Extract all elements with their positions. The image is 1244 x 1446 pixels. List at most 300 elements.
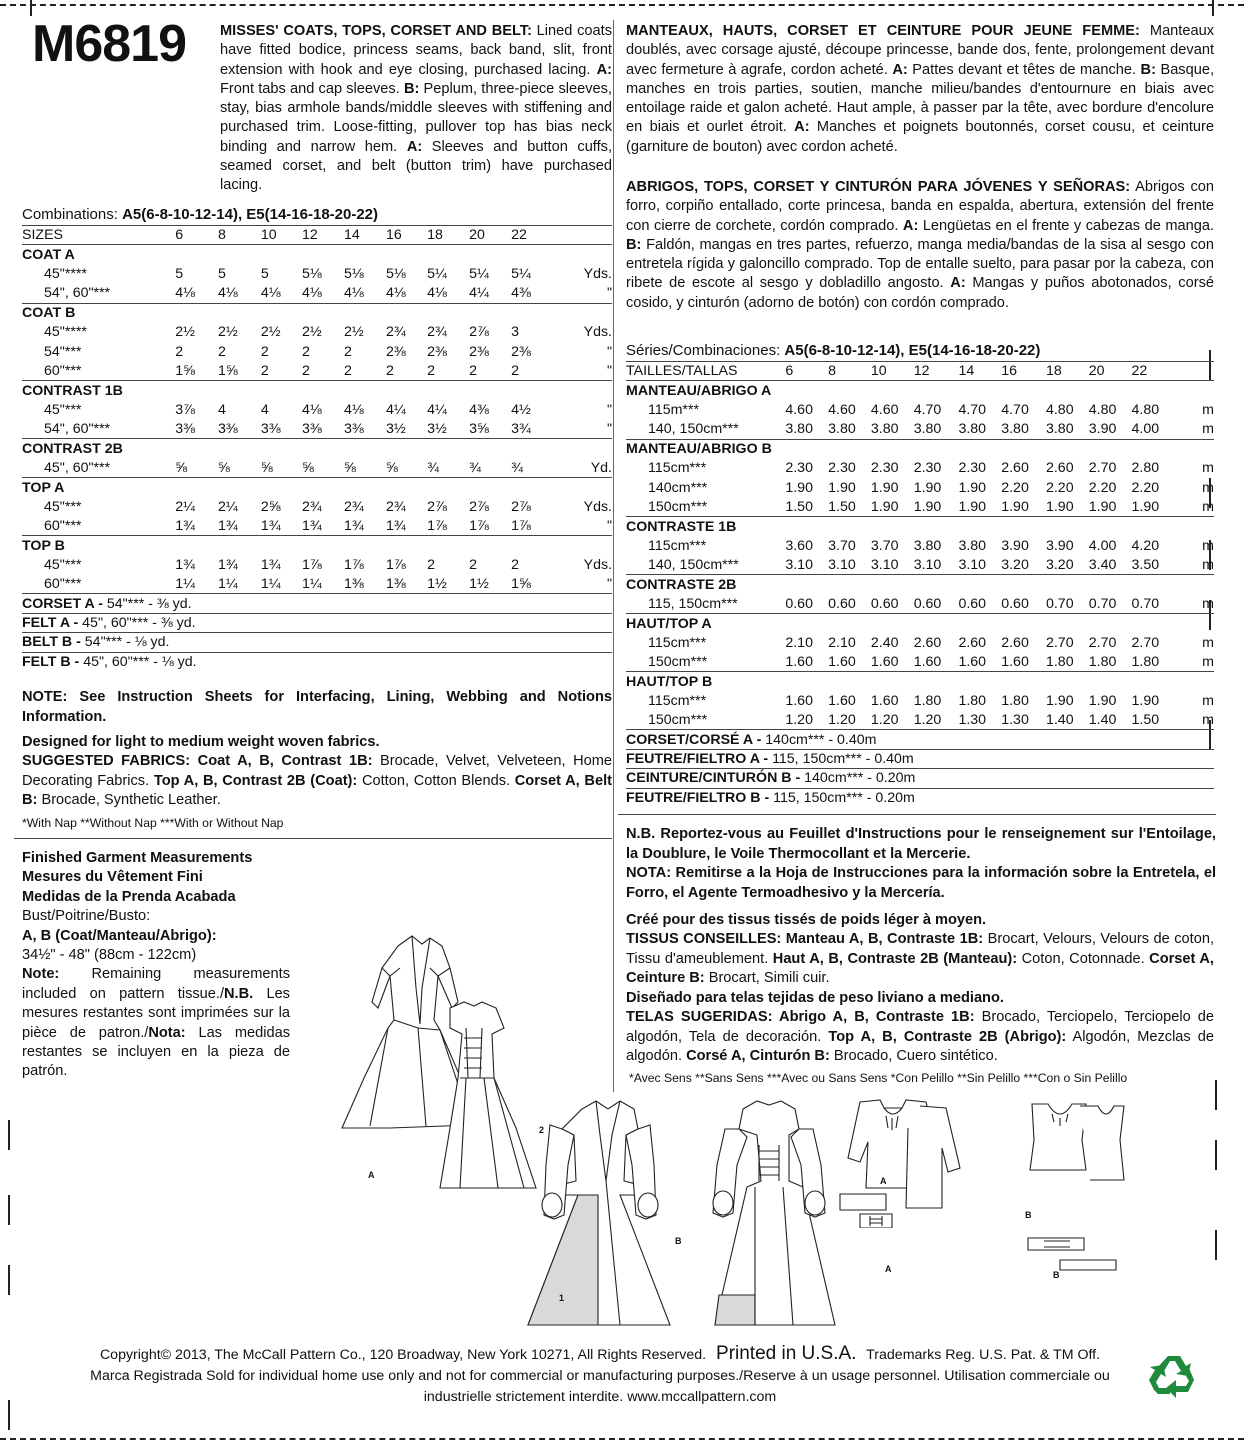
yardage-cell: 1.90 <box>1088 692 1117 709</box>
yardage-cell: 1⅞ <box>385 556 406 573</box>
yardage-cell: 1.30 <box>1001 711 1029 728</box>
border-tick <box>1215 1230 1217 1260</box>
illustration-top-b <box>1020 1100 1130 1280</box>
unit-cell: Yd. <box>590 459 612 476</box>
fr-desc-run: Pattes devant et têtes de manche. <box>907 61 1141 78</box>
table-row <box>626 478 1214 497</box>
single-yardage-amount: 140cm*** - 0.20m <box>800 770 916 787</box>
yardage-cell: 2.70 <box>1131 634 1160 651</box>
en-fabrics-run: Brocade, Velvet, Velveteen, Home Decorating Fabrics. <box>22 753 612 789</box>
fr-desc-run: A: <box>794 119 810 136</box>
single-yardage-cell <box>626 788 1214 807</box>
yardage-cell: 2 <box>511 556 519 573</box>
single-yardage-row <box>22 594 612 613</box>
single-yardage-name: FEUTRE/FIELTRO B - <box>626 790 770 807</box>
yardage-cell: 3¾ <box>511 420 531 437</box>
yardage-cell: 1¾ <box>302 517 322 534</box>
measurements-note <box>22 965 290 1081</box>
yardage-cell: 1¾ <box>260 556 281 573</box>
table-row <box>626 691 1214 710</box>
footer-line-3: industrielle strictement interdite. www.mccallpattern.com <box>423 1389 777 1405</box>
metric-combinations-line <box>626 342 1040 359</box>
yardage-cell: 2¾ <box>385 498 406 515</box>
fabric-width: 140, 150cm*** <box>648 556 739 573</box>
single-yardage-name: FELT A - <box>22 615 79 631</box>
table-row <box>626 652 1214 671</box>
french-description <box>626 22 1214 157</box>
border-tick <box>8 1265 10 1295</box>
yardage-cell: 1¾ <box>385 517 406 534</box>
yardage-cell: ¾ <box>511 459 523 476</box>
printed-in-text: Printed in U.S.A. <box>716 1343 857 1364</box>
yardage-cell: 2¼ <box>175 498 195 515</box>
yardage-cell: ⅝ <box>218 459 230 476</box>
fabric-width: 115, 150cm*** <box>648 595 738 612</box>
size-header-cell: 22 <box>511 226 553 245</box>
fabric-width: 60"*** <box>44 362 82 379</box>
single-yardage-cell <box>22 594 612 613</box>
yardage-cell: 4⅛ <box>260 285 281 302</box>
unit-cell: Yds. <box>583 324 612 341</box>
table-row <box>22 400 612 419</box>
size-header-cell: 18 <box>427 226 469 245</box>
finished-measurements-block <box>22 849 290 1082</box>
yardage-cell: ⅝ <box>260 459 273 476</box>
yardage-cell: 0.60 <box>1001 595 1029 612</box>
yardage-cell: 4⅛ <box>344 285 364 302</box>
yardage-cell: 2.10 <box>828 634 856 651</box>
yardage-cell: 2½ <box>218 324 238 341</box>
yardage-cell: 3.90 <box>1045 537 1074 554</box>
meas-note-run: Les mesures restantes sont imprimées sur la pièce de patron./ <box>22 985 290 1041</box>
yardage-cell: 1.50 <box>828 498 856 515</box>
es-desc-run: Lengüetas en el frente y cabezas de manga. <box>918 217 1215 234</box>
yardage-cell: 2 <box>260 362 269 379</box>
yardage-cell: 3.10 <box>785 556 813 573</box>
fabric-width: 150cm*** <box>648 653 708 670</box>
unit-cell: Yds. <box>583 498 612 515</box>
yardage-cell: 3.60 <box>785 537 813 554</box>
yardage-cell: 1.60 <box>828 653 856 670</box>
yardage-cell: 0.70 <box>1045 595 1074 612</box>
yardage-cell: 1.90 <box>958 479 987 496</box>
fabric-width: 60"*** <box>44 575 82 592</box>
english-description <box>220 22 612 196</box>
footer-line-2: Marca Registrada Sold for individual home use only and not for commercial or manufacturing purposes./Reserve à un usage personnel. Utilisation commerciale ou <box>90 1368 1110 1384</box>
yardage-cell: 2 <box>344 343 352 360</box>
measurements-title-fr: Mesures du Vêtement Fini <box>22 869 203 886</box>
column-divider <box>613 20 614 1092</box>
yardage-cell: 2.20 <box>1001 479 1029 496</box>
yardage-cell: 3.80 <box>913 537 942 554</box>
yardage-cell: 4.80 <box>1088 401 1117 418</box>
view-group-row <box>22 478 612 497</box>
yardage-cell: 1⅝ <box>175 362 195 379</box>
es-fabrics-run: TELAS SUGERIDAS: Abrigo A, B, Contraste 1B: <box>626 1009 975 1025</box>
border-tick <box>8 1195 10 1225</box>
yardage-cell: 2.70 <box>1088 634 1117 651</box>
yardage-cell: 4¼ <box>469 285 489 302</box>
fr-desc-run: Basque, manches en trois parties, soutien, manche milieu/bandes d'entournure en biais avec entoilage raide et galon acheté. Haut ample, à passer par la tête, avec bordure d'encolure en biais et ourlet étroit. <box>626 61 1215 136</box>
size-header-cell: 8 <box>218 226 261 245</box>
unit-cell: m <box>1202 634 1214 651</box>
yardage-cell: 2.10 <box>785 634 813 651</box>
table-row <box>22 361 612 380</box>
table-row <box>22 516 612 535</box>
yardage-cell: 1¾ <box>260 517 281 534</box>
yardage-cell: ⅝ <box>175 459 188 476</box>
single-yardage-amount: 45", 60"*** - ⅜ yd. <box>78 615 196 631</box>
table-row <box>22 458 612 477</box>
size-header-cell: 16 <box>1001 362 1046 381</box>
yardage-cell: 2¾ <box>385 324 406 341</box>
yardage-cell: 1.20 <box>785 711 813 728</box>
yardage-cell: 4⅛ <box>344 401 364 418</box>
single-yardage-row <box>22 613 612 632</box>
yardage-cell: 3⅜ <box>344 420 364 437</box>
yardage-cell: 2 <box>302 343 310 360</box>
yardage-cell: 5¼ <box>511 265 531 282</box>
es-fabrics-run: Algodón, Mezclas de algodón. <box>626 1028 1214 1064</box>
yardage-cell: 1⅞ <box>302 556 322 573</box>
trademark-text: Trademarks Reg. U.S. Pat. & TM Off. <box>866 1347 1101 1363</box>
size-header-row <box>22 226 612 245</box>
yardage-cell: 3.70 <box>828 537 856 554</box>
yardage-cell: 2⅜ <box>469 343 489 360</box>
yardage-cell: 2½ <box>175 324 195 341</box>
yardage-cell: 2⅞ <box>469 498 489 515</box>
size-header-cell: 20 <box>469 226 511 245</box>
view-group-name: TOP B <box>22 536 612 555</box>
view-group-name: CONTRAST 2B <box>22 439 612 458</box>
fr-fabrics-run: Brocart, Simili cuir. <box>704 970 830 986</box>
yardage-table-imperial <box>22 225 612 671</box>
nap-legend-metric: *Avec Sens **Sans Sens ***Avec ou Sans Sens *Con Pelillo **Sin Pelillo ***Con o Sin Pelillo <box>629 1071 1128 1085</box>
view-group-row <box>626 575 1214 594</box>
unit-cell: " <box>606 285 612 302</box>
yardage-cell: 0.60 <box>828 595 856 612</box>
yardage-cell: 2⅜ <box>511 343 531 360</box>
yardage-cell: 2 <box>427 556 435 573</box>
yardage-cell: 3⅜ <box>260 420 281 437</box>
yardage-cell: 3.20 <box>1001 556 1029 573</box>
sizes-header: TAILLES/TALLAS <box>626 362 785 381</box>
yardage-cell: 1¾ <box>175 517 195 534</box>
table-row <box>22 342 612 361</box>
size-header-cell: 14 <box>344 226 386 245</box>
yardage-cell: 2⅞ <box>427 498 447 515</box>
yardage-cell: 4.70 <box>913 401 942 418</box>
fabric-width: 115cm*** <box>648 634 707 651</box>
es-desc-run: Mangas y puños abotonados, corsé cosido, y cinturón (adorno de botón) con cordón comprado. <box>626 275 1214 311</box>
unit-cell: " <box>606 362 612 379</box>
yardage-cell: 5⅛ <box>344 265 364 282</box>
fr-fabrics-run: TISSUS CONSEILLES: Manteau A, B, Contraste 1B: <box>626 931 984 947</box>
fr-fabrics-run: Brocart, Velours, Velours de coton, Tissu d'ameublement. <box>626 931 1214 967</box>
footer <box>40 1343 1160 1408</box>
view-group-name: MANTEAU/ABRIGO A <box>626 381 1214 400</box>
en-fabrics-run: Top A, B, Contrast 2B (Coat): <box>153 772 358 789</box>
es-desc-run: Abrigos con forro, corpiño entallado, corte princesa, banda en espalda, abertura, extensión del frente con cierre de corchete, cordón comprado. <box>626 179 1214 234</box>
yardage-cell: 4⅛ <box>218 285 238 302</box>
unit-cell: m <box>1202 653 1214 670</box>
en-desc-run: A: <box>406 138 423 155</box>
yardage-cell: 4⅛ <box>385 285 406 302</box>
yardage-cell: 4⅜ <box>469 401 489 418</box>
table-row <box>22 322 612 341</box>
yardage-cell: 0.70 <box>1088 595 1117 612</box>
fabric-width: 45"*** <box>44 401 82 418</box>
yardage-cell: 1.60 <box>870 692 899 709</box>
en-fabrics-run: Brocade, Synthetic Leather. <box>37 792 221 808</box>
illustration-label-b: B <box>675 1236 682 1246</box>
es-desc-run: ABRIGOS, TOPS, CORSET Y CINTURÓN PARA JÓVENES Y SEÑORAS: <box>626 179 1131 195</box>
yardage-cell: 4.60 <box>828 401 856 418</box>
fr-desc-run: A: <box>892 61 908 78</box>
yardage-cell: 1.20 <box>913 711 942 728</box>
view-group-row <box>22 381 612 400</box>
size-header-cell: 16 <box>386 226 427 245</box>
single-yardage-cell <box>626 749 1214 768</box>
single-yardage-amount: 115, 150cm*** - 0.40m <box>768 751 914 767</box>
yardage-cell: 2⅜ <box>427 343 447 360</box>
unit-cell: " <box>606 517 612 534</box>
yardage-cell: 3.80 <box>958 421 987 438</box>
table-row <box>626 711 1214 730</box>
fabric-width: 45"**** <box>44 324 87 341</box>
yardage-cell: 1¾ <box>218 556 238 573</box>
yardage-cell: 2.60 <box>1045 460 1074 477</box>
yardage-cell: 4.20 <box>1131 537 1160 554</box>
yardage-cell: 5⅛ <box>302 265 322 282</box>
yardage-cell: 1.80 <box>1131 653 1160 670</box>
yardage-cell: 2.20 <box>1088 479 1117 496</box>
yardage-cell: 4.60 <box>785 401 813 418</box>
yardage-cell: 3.80 <box>870 421 899 438</box>
yardage-cell: 1⅞ <box>511 517 531 534</box>
en-desc-run: A: <box>596 61 612 78</box>
yardage-cell: ⅝ <box>344 459 356 476</box>
fabric-width: 45"**** <box>44 265 87 282</box>
single-yardage-name: CORSET/CORSÉ A - <box>626 731 762 748</box>
fr-fabrics-run: Coton, Cotonnade. <box>1017 950 1150 967</box>
illustration-label-1: 1 <box>559 1293 565 1303</box>
single-yardage-name: CORSET A - <box>22 595 103 612</box>
suggested-fabrics-text <box>22 752 612 811</box>
yardage-cell: 4⅛ <box>302 401 322 418</box>
yardage-cell: 1.40 <box>1088 711 1117 728</box>
single-yardage-row <box>626 788 1214 807</box>
yardage-cell: 2.60 <box>958 634 987 651</box>
fabric-width: 45"*** <box>44 556 82 573</box>
view-group-name: MANTEAU/ABRIGO B <box>626 439 1214 458</box>
unit-cell: Yds. <box>583 556 612 573</box>
metric-combinations-value: A5(6-8-10-12-14), E5(14-16-18-20-22) <box>784 342 1041 359</box>
yardage-cell: 3.80 <box>828 421 856 438</box>
yardage-cell: 0.60 <box>785 595 813 612</box>
yardage-cell: 3.80 <box>1001 421 1029 438</box>
fabrics-es <box>626 1008 1214 1067</box>
fabric-width: 115cm*** <box>648 692 707 709</box>
combinations-line <box>22 206 378 223</box>
single-yardage-amount: 45", 60"*** - ⅛ yd. <box>79 654 197 671</box>
yardage-cell: 5 <box>218 265 226 282</box>
view-group-name: HAUT/TOP B <box>626 672 1214 691</box>
top-cut-border <box>0 4 1244 6</box>
yardage-cell: 0.60 <box>913 595 942 612</box>
yardage-cell: 1¼ <box>218 575 238 592</box>
yardage-cell: 2½ <box>344 324 364 341</box>
size-header-cell: 10 <box>871 362 914 381</box>
yardage-cell: 5 <box>175 265 184 282</box>
fabric-width: 140, 150cm*** <box>648 421 739 438</box>
es-desc-run: B: <box>626 236 642 253</box>
designed-fr: Créé pour des tissus tissés de poids léger à moyen. <box>626 912 987 928</box>
yardage-cell: 1.90 <box>1001 498 1029 515</box>
measurements-title-es: Medidas de la Prenda Acabada <box>22 888 236 905</box>
table-row <box>22 575 612 594</box>
yardage-cell: 4.80 <box>1131 401 1160 418</box>
view-group-name: CONTRASTE 2B <box>626 575 1214 594</box>
yardage-cell: 2.30 <box>870 460 899 477</box>
note-interfacing: NOTE: See Instruction Sheets for Interfacing, Lining, Webbing and Notions Information. <box>22 689 612 725</box>
measurement-views: A, B (Coat/Manteau/Abrigo): <box>22 927 217 944</box>
yardage-cell: 5 <box>260 265 269 282</box>
fr-desc-run: Manteaux doublés, avec corsage ajusté, découpe princesse, bande dos, fente, prolongement devant avec fermeture à agrafe, cordon acheté. <box>626 23 1214 78</box>
fabric-width: 54"*** <box>44 343 82 360</box>
note-es: NOTA: Remitirse a la Hoja de Instrucciones para la información sobre la Entretela, el Forro, el Agente Termoadhesivo y la Mercería. <box>626 865 1216 901</box>
view-group-row <box>626 614 1214 633</box>
yardage-cell: 1½ <box>427 575 447 592</box>
yardage-cell: 2¾ <box>302 498 322 515</box>
yardage-cell: 1.80 <box>1045 653 1074 670</box>
yardage-cell: 1.90 <box>870 479 899 496</box>
yardage-cell: 4.80 <box>1045 401 1074 418</box>
table-row <box>22 419 612 438</box>
yardage-cell: 2.80 <box>1131 460 1160 477</box>
illustration-top-a <box>830 1098 970 1228</box>
yardage-cell: 1.90 <box>1131 692 1160 709</box>
fabric-width: 150cm*** <box>648 711 708 728</box>
note-fr: N.B. Reportez-vous au Feuillet d'Instructions pour le renseignement sur l'Entoilage, la Doublure, le Voile Thermocollant et la Mercerie. <box>626 826 1216 862</box>
yardage-cell: 1.80 <box>1088 653 1117 670</box>
view-group-row <box>22 303 612 322</box>
yardage-cell: 1.80 <box>958 692 987 709</box>
es-fabrics-run: Corsé A, Cinturón B: <box>686 1048 830 1064</box>
yardage-cell: 1.80 <box>1001 692 1029 709</box>
yardage-cell: 3.40 <box>1088 556 1117 573</box>
illustration-label-2: 2 <box>539 1125 545 1135</box>
single-yardage-row <box>626 749 1214 768</box>
yardage-cell: 2 <box>385 362 394 379</box>
yardage-cell: 0.60 <box>958 595 987 612</box>
unit-cell: m <box>1202 498 1214 515</box>
en-fabrics-run: Corset A, Belt B: <box>22 772 612 808</box>
yardage-cell: 4 <box>260 401 269 418</box>
en-desc-run: Peplum, three-piece sleeves, stay, bias armhole bands/middle sleeves with stiffening and purchased trim. Loose-fitting, pullover top has bias neck binding and narrow hem. <box>220 80 612 155</box>
yardage-cell: 2¼ <box>218 498 238 515</box>
single-yardage-cell <box>626 730 1214 749</box>
yardage-cell: ¾ <box>469 459 481 476</box>
yardage-cell: 2⅜ <box>385 343 406 360</box>
yardage-cell: 2.40 <box>870 634 899 651</box>
yardage-cell: 2.60 <box>1001 460 1029 477</box>
single-yardage-amount: 140cm*** - 0.40m <box>761 731 877 748</box>
unit-header <box>553 226 612 245</box>
unit-cell: " <box>606 343 612 360</box>
view-group-name: HAUT/TOP A <box>626 614 1214 633</box>
yardage-cell: 2.70 <box>1045 634 1074 651</box>
unit-cell: m <box>1202 711 1214 728</box>
table-row <box>22 497 612 516</box>
view-group-name: TOP A <box>22 478 612 497</box>
yardage-cell: 2.30 <box>785 460 813 477</box>
yardage-cell: 2⅝ <box>260 498 281 515</box>
yardage-cell: 2 <box>511 362 519 379</box>
yardage-cell: 2.20 <box>1131 479 1160 496</box>
yardage-cell: 3.80 <box>1045 421 1074 438</box>
es-desc-run: A: <box>950 275 966 292</box>
table-row <box>626 497 1214 516</box>
yardage-cell: 3.50 <box>1131 556 1160 573</box>
yardage-cell: 1.90 <box>1045 498 1074 515</box>
yardage-cell: 2¾ <box>427 324 447 341</box>
fabrics-fr <box>626 930 1214 989</box>
yardage-cell: 1.60 <box>785 692 813 709</box>
yardage-cell: 1⅜ <box>385 575 406 592</box>
unit-cell: m <box>1202 595 1214 612</box>
fr-desc-run: Manches et poignets boutonnés, corset cousu, et ceinture (garniture de bouton) avec cordon acheté. <box>626 119 1214 155</box>
size-header-cell: 20 <box>1089 362 1132 381</box>
fr-desc-run: B: <box>1140 61 1156 78</box>
yardage-cell: 2.30 <box>958 460 987 477</box>
yardage-cell: 1⅝ <box>218 362 238 379</box>
en-desc-run: Sleeves and button cuffs, seamed corset, and belt (button trim) have purchased lacing. <box>220 138 613 194</box>
yardage-cell: 1.50 <box>1131 711 1160 728</box>
single-yardage-name: FELT B - <box>22 654 80 671</box>
measurements-title-en: Finished Garment Measurements <box>22 850 253 866</box>
yardage-cell: 3.80 <box>785 421 813 438</box>
recycle-icon <box>1148 1352 1200 1402</box>
unit-cell: m <box>1202 421 1214 438</box>
single-yardage-name: FEUTRE/FIELTRO A - <box>626 751 769 767</box>
yardage-cell: 2 <box>344 362 352 379</box>
unit-cell: m <box>1202 401 1214 418</box>
view-group-name: COAT A <box>22 245 612 264</box>
size-header-cell: 6 <box>785 362 828 381</box>
yardage-cell: 2.30 <box>913 460 942 477</box>
unit-cell: " <box>606 420 612 437</box>
view-group-name: COAT B <box>22 303 612 322</box>
table-row <box>626 400 1214 419</box>
yardage-cell: 2½ <box>302 324 322 341</box>
yardage-cell: 4¼ <box>427 401 447 418</box>
yardage-cell: 3.10 <box>958 556 987 573</box>
table-row <box>626 536 1214 555</box>
yardage-cell: 2⅞ <box>511 498 531 515</box>
meas-note-run: N.B. <box>224 985 254 1002</box>
yardage-cell: 4⅛ <box>427 285 447 302</box>
yardage-cell: 2 <box>427 362 435 379</box>
meas-note-run: Remaining measurements included on pattern tissue./ <box>22 966 290 1002</box>
fr-fabrics-run: Corset A, Ceinture B: <box>626 950 1214 986</box>
yardage-cell: 3⅝ <box>469 420 489 437</box>
yardage-cell: 3⅜ <box>302 420 322 437</box>
meas-note-run: Nota: <box>148 1024 186 1041</box>
yardage-cell: 4.70 <box>958 401 987 418</box>
yardage-cell: 2 <box>469 556 477 573</box>
yardage-cell: 3½ <box>427 420 447 437</box>
